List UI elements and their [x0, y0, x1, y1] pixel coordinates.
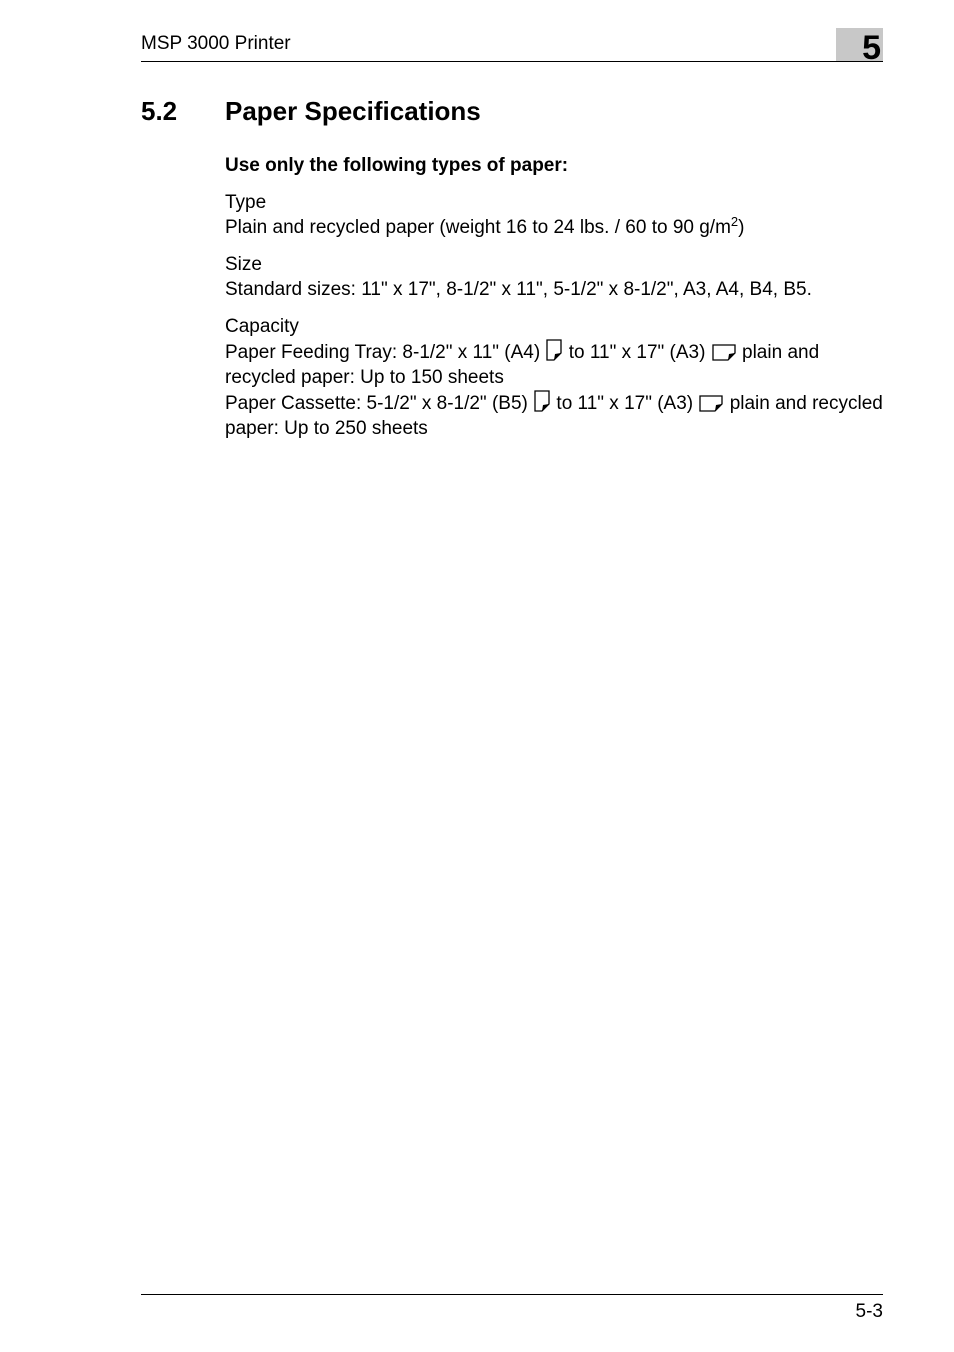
portrait-paper-icon — [546, 339, 562, 361]
size-block — [225, 252, 885, 302]
landscape-paper-icon — [699, 395, 723, 412]
landscape-paper-icon — [712, 344, 736, 361]
portrait-paper-icon — [534, 390, 550, 412]
type-text: Plain and recycled paper (weight 16 to 24 lbs. / 60 to 90 g/m — [225, 217, 731, 238]
section-title: Paper Specifications — [225, 96, 481, 126]
size-description: Standard sizes: 11" x 17", 8-1/2" x 11", 5-1/2" x 8-1/2", A3, A4, B4, B5. — [225, 279, 812, 300]
type-text-end: ) — [738, 217, 745, 238]
tray-text-1: Paper Feeding Tray: 8-1/2" x 11" (A4) — [225, 342, 541, 363]
cassette-text-3: plain and recycled paper: Up to 250 sheets — [225, 393, 883, 439]
page-number: 5-3 — [855, 1301, 883, 1322]
capacity-heading: Capacity — [225, 316, 299, 337]
section-number: 5.2 — [141, 96, 178, 126]
capacity-block — [225, 314, 885, 441]
tray-capacity — [225, 339, 885, 390]
chapter-number: 5 — [862, 29, 881, 67]
type-description — [225, 215, 885, 240]
tray-text-2: to 11" x 17" (A3) — [568, 342, 706, 363]
size-heading: Size — [225, 254, 262, 275]
tray-text-3: plain and recycled paper: Up to 150 sheets — [225, 342, 820, 388]
chapter-tab — [836, 28, 883, 67]
type-superscript: 2 — [730, 214, 739, 229]
intro-text: Use only the following types of paper: — [225, 155, 569, 176]
type-block — [225, 190, 885, 240]
type-heading: Type — [225, 192, 267, 213]
header-divider — [141, 61, 883, 62]
cassette-text-1: Paper Cassette: 5-1/2" x 8-1/2" (B5) — [225, 393, 528, 414]
cassette-capacity — [225, 390, 885, 441]
cassette-text-2: to 11" x 17" (A3) — [556, 393, 694, 414]
footer-divider — [141, 1294, 883, 1295]
running-header-title: MSP 3000 Printer — [141, 33, 291, 54]
section-body — [225, 153, 885, 453]
